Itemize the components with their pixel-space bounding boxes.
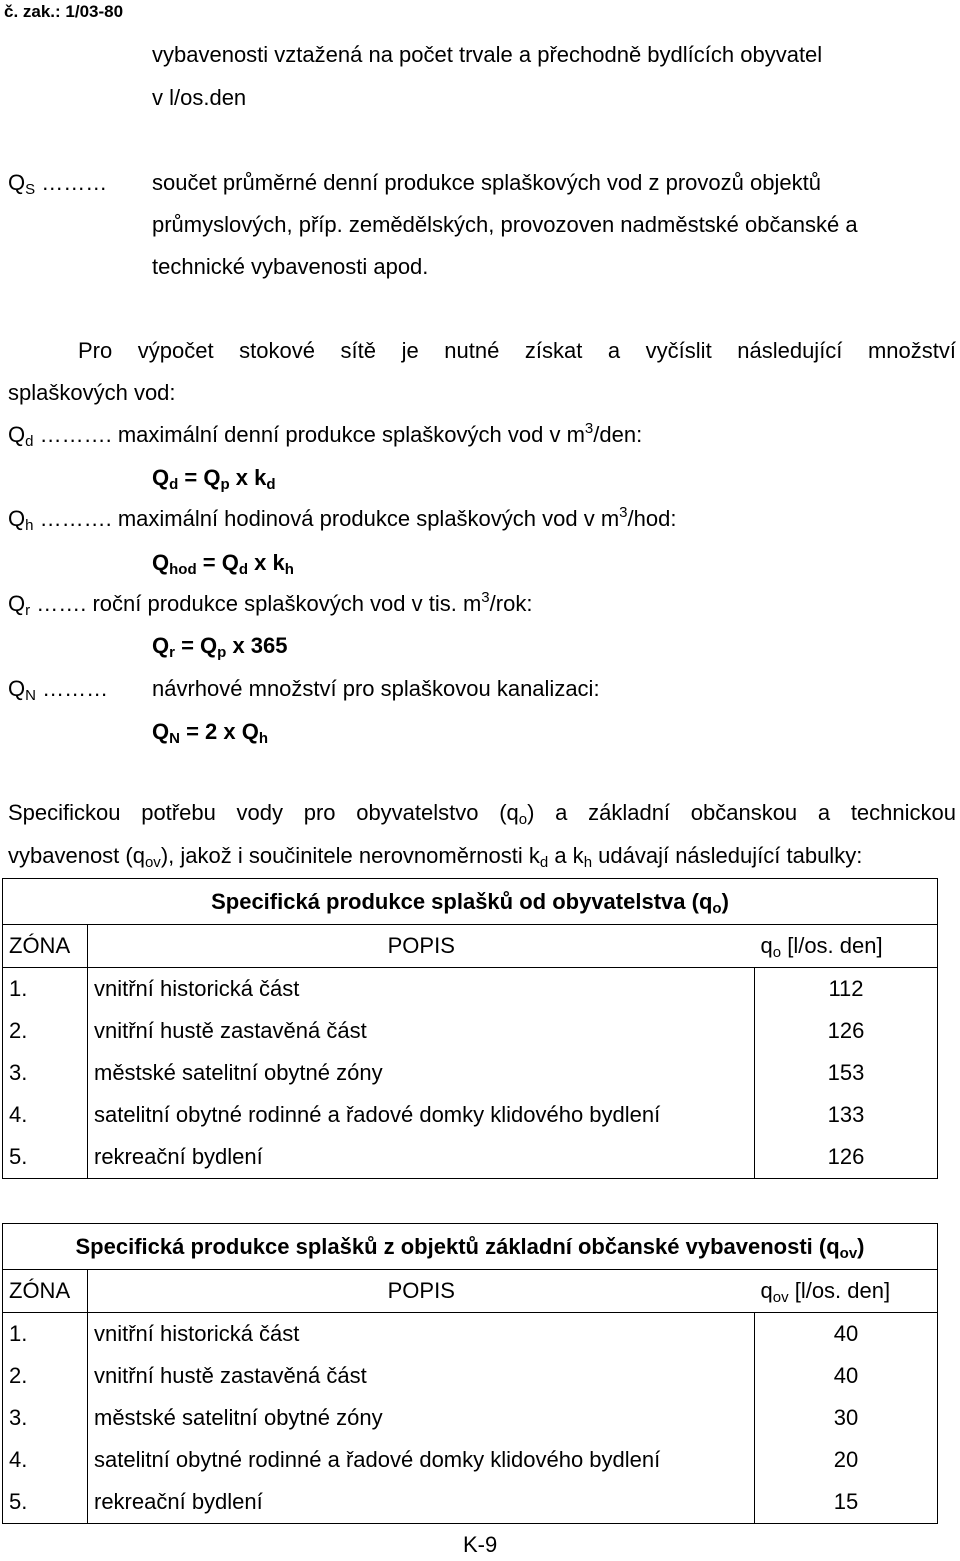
para1-line-1: Pro výpočet stokové sítě je nutné získat a vyčíslit následující množství <box>78 338 956 363</box>
qs-symbol: $Q_S$ ……… <box>8 170 108 198</box>
qh-formula: $Q_{hod} = Q_d$ x $k_h$ <box>152 550 294 578</box>
para1-line-2: splaškových vod: <box>8 380 176 405</box>
qn-formula: $Q_N = 2$ x $Q_h$ <box>152 719 269 747</box>
table-population <box>2 878 938 1179</box>
table-row: 3. městské satelitní obytné zóny 153 <box>3 1052 938 1094</box>
para2-line-2: vybavenost $(q_{ov})$, jakož i součinitele nerovnoměrnosti $k_d$ a $k_h$ udávají následující tabulky: <box>8 843 863 871</box>
qh-definition: $Q_h$ ………. maximální hodinová produkce splaškových vod v $m^3$/hod: <box>8 504 677 534</box>
table-row: 2. vnitřní hustě zastavěná část 40 <box>3 1355 938 1397</box>
col-desc-header: POPIS <box>88 1270 755 1313</box>
intro-line-1: vybavenosti vztažená na počet trvale a přechodně bydlících obyvatel <box>152 42 823 67</box>
table-row: 2. vnitřní hustě zastavěná část 126 <box>3 1010 938 1052</box>
col-value-header: $q_{ov}$ [l/os. den] <box>755 1270 938 1313</box>
qn-text: návrhové množství pro splaškovou kanalizaci: <box>152 676 600 701</box>
page-number: K-9 <box>463 1532 498 1557</box>
table-row: 4. satelitní obytné rodinné a řadové domky klidového bydlení 133 <box>3 1094 938 1136</box>
qr-formula: $Q_r = Q_p$ x 365 <box>152 633 288 661</box>
table-row: 1. vnitřní historická část 40 <box>3 1313 938 1356</box>
table-row: 1. vnitřní historická část 112 <box>3 968 938 1011</box>
intro-line-2: v l/os.den <box>152 85 247 110</box>
table-row: 5. rekreační bydlení 126 <box>3 1136 938 1179</box>
table-row: 5. rekreační bydlení 15 <box>3 1481 938 1524</box>
col-zone-header: ZÓNA <box>3 1270 88 1313</box>
para2-line-1: Specifickou potřebu vody pro obyvatelstvo $(q_o)$ a základní občanskou a technickou <box>8 800 956 828</box>
table-row: 4. satelitní obytné rodinné a řadové domky klidového bydlení 20 <box>3 1439 938 1481</box>
qn-definition: $Q_N$ ……… <box>8 676 109 704</box>
qs-line-1: součet průměrné denní produkce splaškových vod z provozů objektů <box>152 170 821 195</box>
qs-line-3: technické vybavenosti apod. <box>152 254 429 279</box>
table-civic-title: Specifická produkce splašků z objektů základní občanské vybavenosti $(q_{ov})$ <box>3 1224 938 1270</box>
qs-line-2: průmyslových, příp. zemědělských, provozoven nadměstské občanské a <box>152 212 858 237</box>
table-row: 3. městské satelitní obytné zóny 30 <box>3 1397 938 1439</box>
col-zone-header: ZÓNA <box>3 925 88 968</box>
col-desc-header: POPIS <box>88 925 755 968</box>
qd-formula: $Q_d = Q_p$ x $k_d$ <box>152 465 276 493</box>
col-value-header: $q_o$ [l/os. den] <box>755 925 938 968</box>
table-population-title: Specifická produkce splašků od obyvatelstva $(q_o)$ <box>3 879 938 925</box>
qd-definition: $Q_d$ ………. maximální denní produkce splaškových vod v $m^3$/den: <box>8 420 643 450</box>
qr-definition: $Q_r$ ……. roční produkce splaškových vod v tis. $m^3$/rok: <box>8 589 533 619</box>
table-civic-amenities <box>2 1223 938 1524</box>
document-code: č. zak.: 1/03-80 <box>4 2 124 21</box>
